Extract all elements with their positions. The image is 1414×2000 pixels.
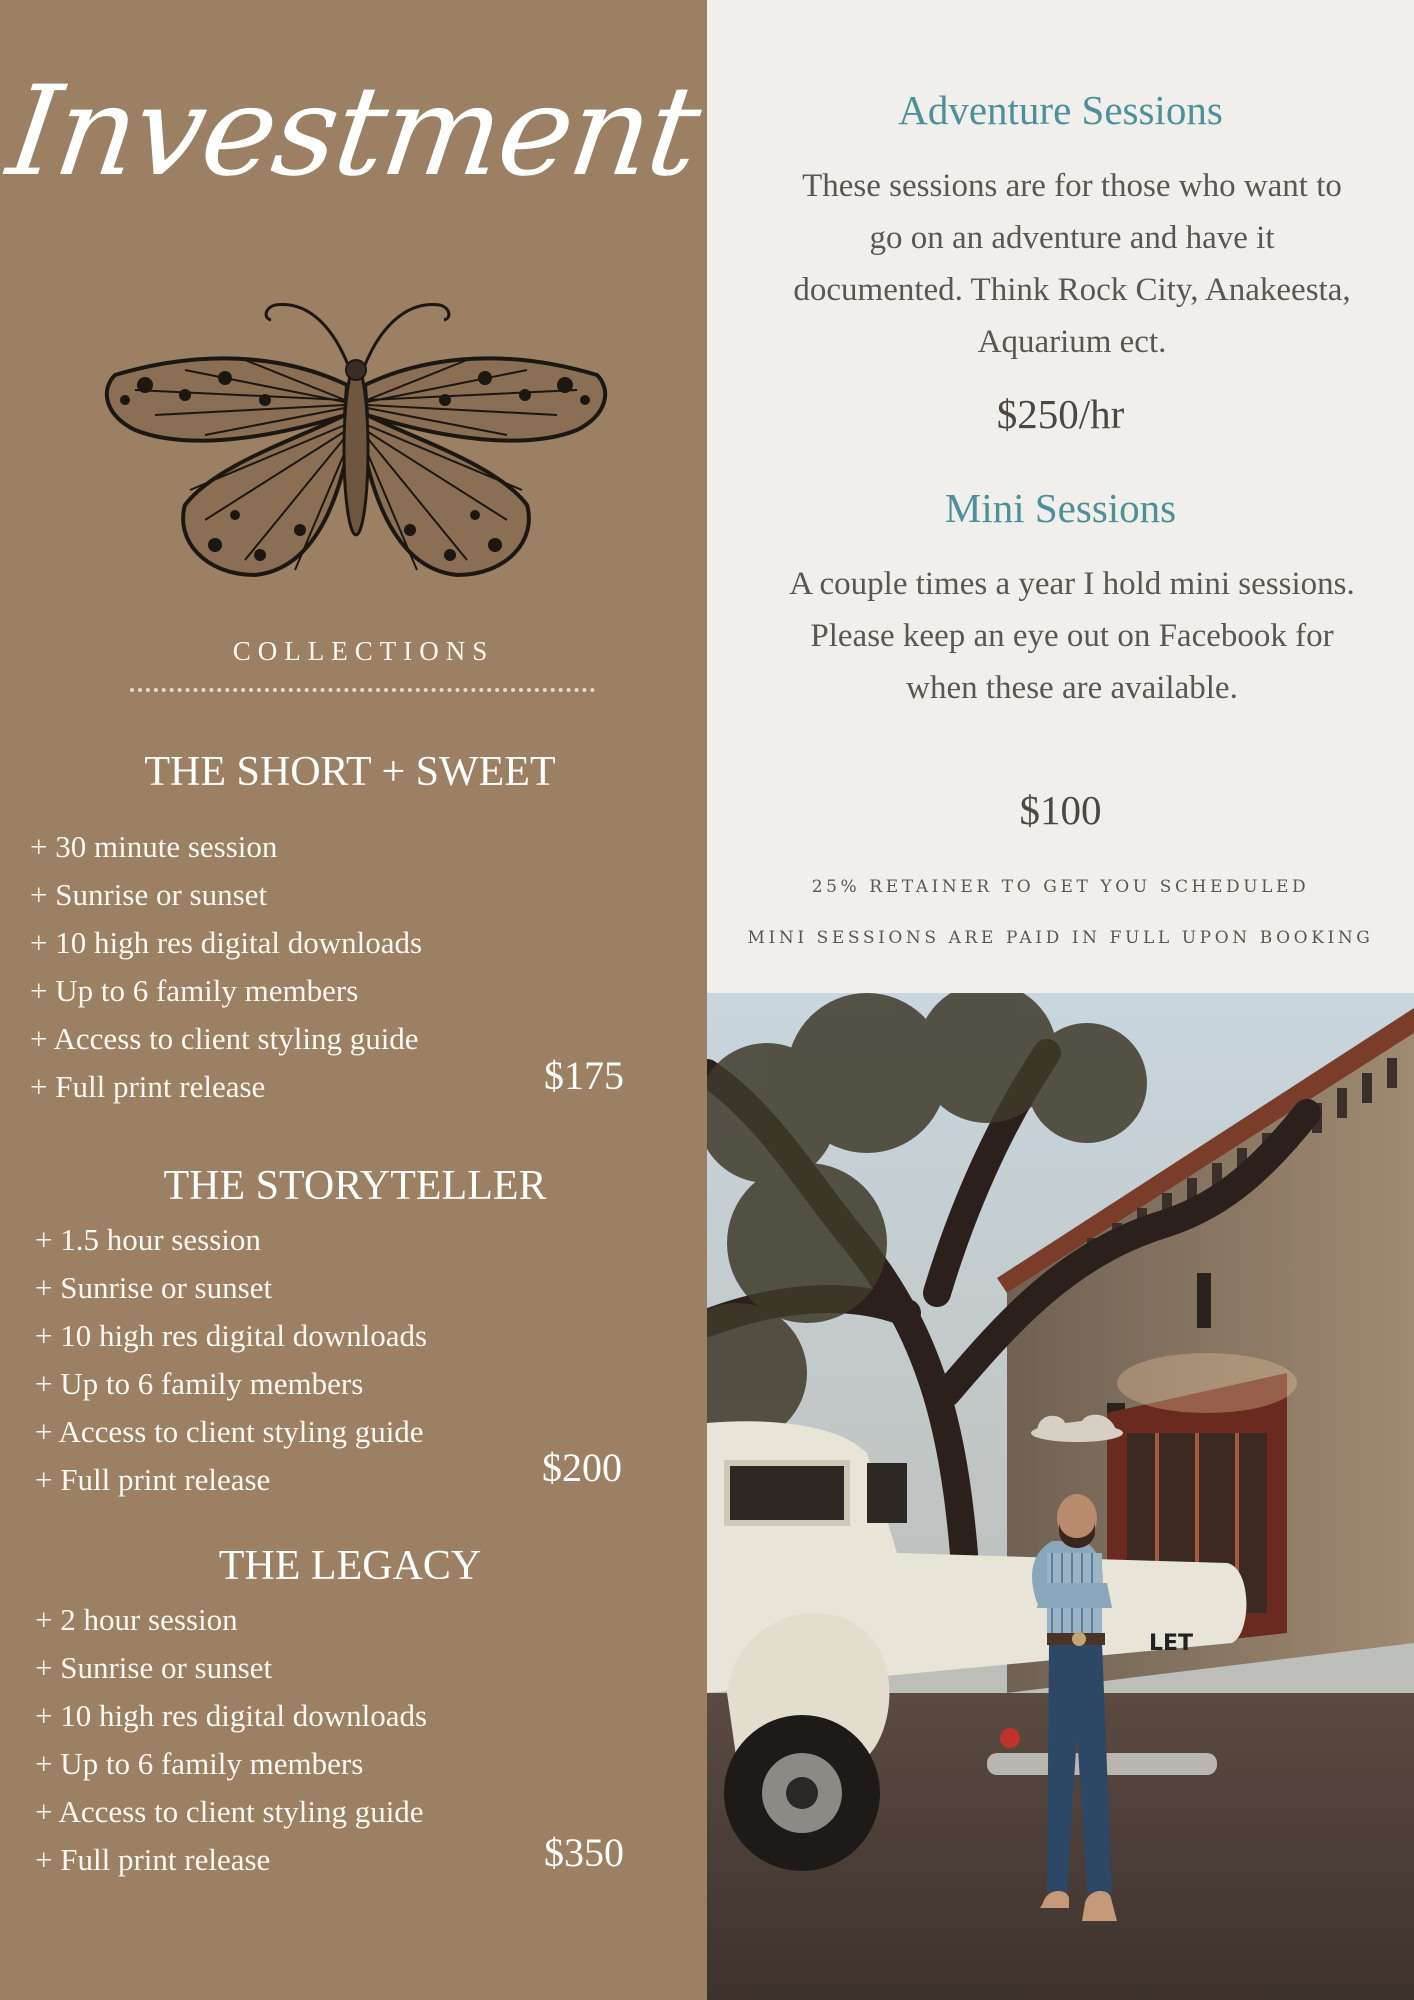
list-item: + Access to client styling guide	[30, 1021, 419, 1056]
page-title: Investment	[0, 60, 707, 204]
butterfly-illustration	[95, 290, 615, 610]
package-list-storyteller	[35, 1216, 427, 1504]
mini-payment-note: MINI SESSIONS ARE PAID IN FULL UPON BOOKING	[747, 928, 1374, 948]
list-item: + Sunrise or sunset	[35, 1650, 273, 1685]
list-item: + 10 high res digital downloads	[35, 1698, 428, 1733]
list-item: + Up to 6 family members	[30, 973, 359, 1008]
list-item: + Full print release	[35, 1842, 271, 1877]
list-item: + 30 minute session	[30, 829, 278, 864]
list-item: + 10 high res digital downloads	[30, 925, 423, 960]
cowboy-truck-photo	[707, 993, 1414, 2000]
package-price-legacy: $350	[544, 1830, 624, 1875]
collections-label: COLLECTIONS	[232, 636, 495, 666]
package-price-storyteller: $200	[542, 1445, 622, 1490]
list-item: + Access to client styling guide	[35, 1794, 424, 1829]
tailgate-text: LET	[1149, 1631, 1194, 1656]
mini-sessions-price: $100	[1019, 787, 1102, 833]
list-item: + 2 hour session	[35, 1602, 238, 1637]
package-list-legacy	[35, 1596, 427, 1884]
package-price-short-sweet: $175	[544, 1053, 624, 1098]
list-item: + Up to 6 family members	[35, 1746, 364, 1781]
photo-illustration	[707, 993, 1414, 2000]
package-title-short-sweet: THE SHORT + SWEET	[144, 749, 556, 795]
list-item: + Access to client styling guide	[35, 1414, 424, 1449]
list-item: + 1.5 hour session	[35, 1222, 261, 1257]
adventure-sessions-text: These sessions are for those who want to go on an adventure and have it documented. Think Rock City, Anakeesta, Aquarium ect.	[793, 168, 1351, 360]
package-title-legacy: THE LEGACY	[218, 1543, 482, 1589]
package-title-storyteller: THE STORYTELLER	[163, 1163, 547, 1209]
list-item: + Full print release	[35, 1462, 271, 1497]
list-item: + Full print release	[30, 1069, 266, 1104]
dotted-divider	[130, 688, 595, 692]
list-item: + 10 high res digital downloads	[35, 1318, 428, 1353]
list-item: + Up to 6 family members	[35, 1366, 364, 1401]
list-item: + Sunrise or sunset	[30, 877, 268, 912]
mini-sessions-title: Mini Sessions	[944, 485, 1177, 531]
list-item: + Sunrise or sunset	[35, 1270, 273, 1305]
adventure-sessions-title: Adventure Sessions	[898, 87, 1223, 133]
retainer-note: 25% RETAINER TO GET YOU SCHEDULED	[811, 877, 1310, 897]
mini-sessions-text: A couple times a year I hold mini sessions. Please keep an eye out on Facebook for when these are available.	[789, 566, 1355, 706]
package-list-short-sweet	[30, 823, 422, 1111]
adventure-sessions-price: $250/hr	[996, 391, 1125, 437]
